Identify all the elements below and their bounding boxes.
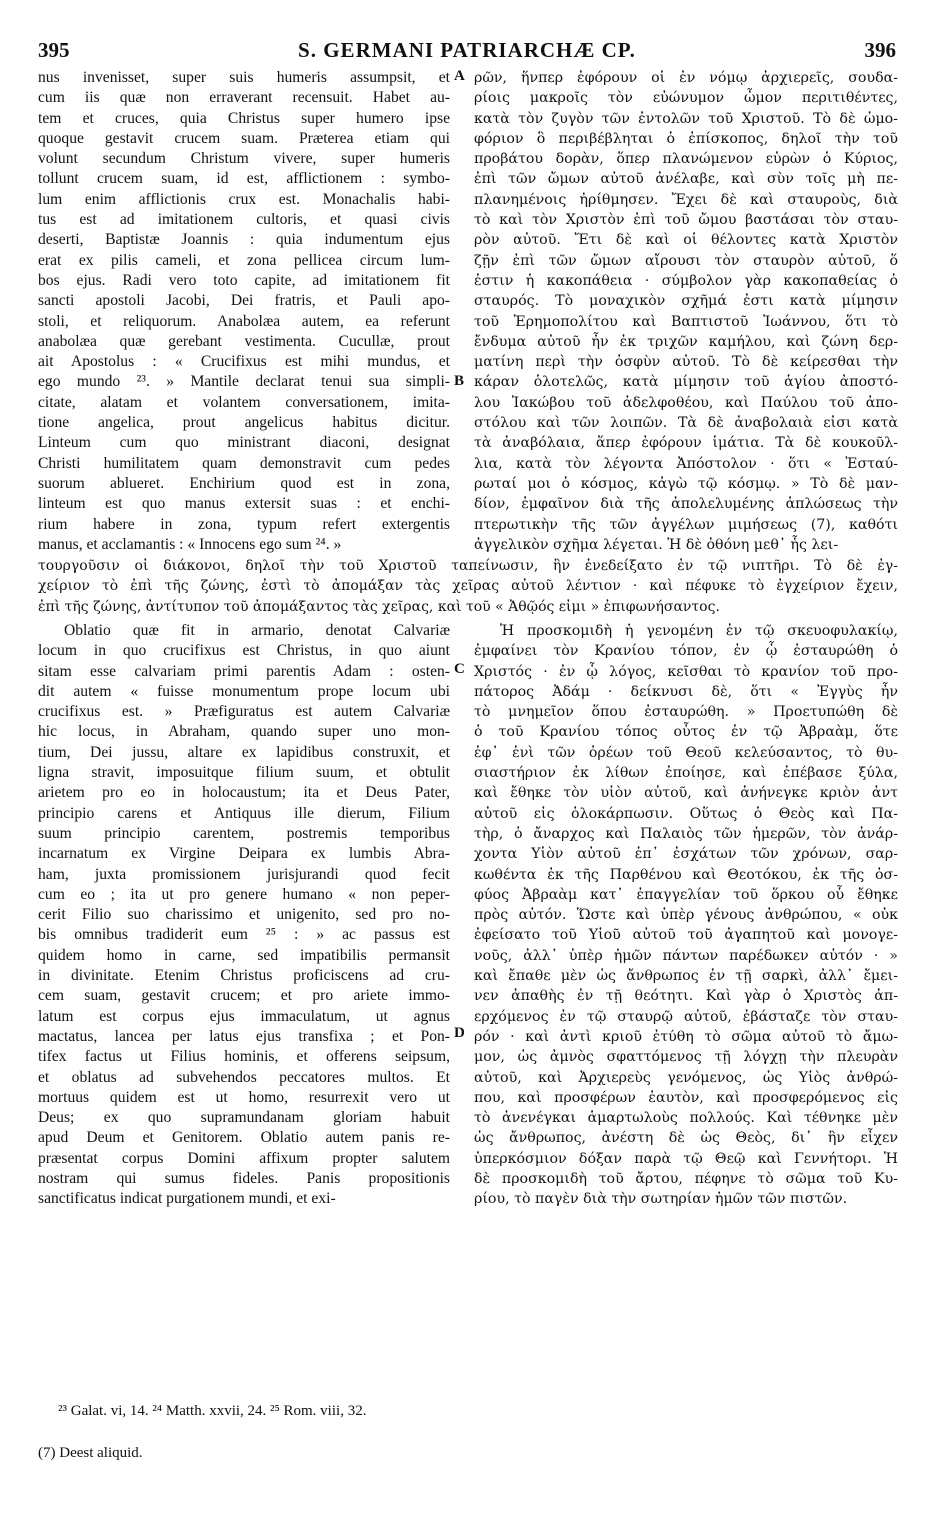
text-line: χοντα Υἱὸν αὐτοῦ ἐπ᾽ ἐσχάτων τῶν χρόνων, σαρ- [474, 846, 898, 863]
text-line: σταυρός. Τὸ μοναχικὸν σχῆμά ἐστι κατὰ μίμησιν [474, 293, 898, 310]
text-line: Χριστός · ἐν ᾧ λόγος, κεῖσθαι τὸ κρανίον τοῦ προ- [474, 663, 898, 680]
text-line: locum in quo crucifixus est Christus, in quo aiunt [38, 642, 450, 660]
text-line: πλανημένοις ἠρίθμησεν. Ἔχει δὲ καὶ σταυροὺς, διὰ [474, 191, 898, 208]
text-line: αὐτοῦ εἰς ὁλοκάρπωσιν. Οὕτως ὁ Θεὸς καὶ Πα- [474, 805, 898, 822]
text-line: ρῶν, ἥνπερ ἐφόρουν οἱ ἐν νόμῳ ἀρχιερεῖς, σουδα- [474, 70, 898, 86]
text-line: ρίου, τὸ παγὲν διὰ τὴν σωτηρίαν ἡμῶν τῶν πιστῶν. [474, 1191, 848, 1208]
text-line: στόλου καὶ τῶν λοιπῶν. Τὰ δὲ ἀναβολαιὰ εἰσι κατὰ [474, 415, 898, 432]
text-line: tollunt crucem suam, id est, afflictionem : symbo- [38, 170, 450, 188]
text-line: φύος Ἀβραὰμ κατ᾽ ἐπαγγελίαν τοῦ ὅρκου οὗ ἔθηκε [474, 886, 898, 903]
text-line: λια, κατὰ τὸν λέγοντα Ἀπόστολον · ὅτι « Ἐσταύ- [474, 455, 898, 472]
text-line: δίον, ἐμφαῖνον διὰ τῆς ἀπολελυμένης ἁπλώσεως τὴν [474, 496, 898, 513]
text-line: crucifixus est. » Præfiguratus est autem Calvariæ [38, 703, 450, 721]
text-line: ὡς ἄνθρωπος, ἀνέστη δὲ ὡς Θεὸς, δι᾽ ἣν εἶχεν [474, 1130, 898, 1147]
text-line: Deus; ex quo supramundanam gloriam habuit [38, 1109, 450, 1127]
text-line: tium, Dei jussu, altare ex lapidibus construxit, et [38, 743, 450, 761]
page-number-right: 396 [864, 38, 896, 62]
text-line: κάραν ὁλοτελῶς, κατὰ μίμησιν τοῦ ἁγίου ἀποστό- [474, 374, 898, 391]
text-line: πτερωτικὴν τῆς τῶν ἀγγέλων μιμήσεως (7), καθότι [474, 516, 898, 533]
text-line: citate, alatam et volantem conversationem, imita- [38, 393, 450, 411]
text-line: ὑπερκόσμιον δόξαν παρὰ τῷ Θεῷ καὶ Γεννήτορι. Ἡ [474, 1150, 898, 1167]
text-line: τουργοῦσιν οἱ διάκονοι, δηλοῖ τὴν τοῦ Χριστοῦ ταπείνωσιν, ἣν ἐνεδείξατο ἐν τῷ νιπτῆρι. Τὸ δὲ ἐγ- [38, 558, 898, 574]
text-line: manus, et acclamantis : « Innocens ego sum ²⁴. » [38, 535, 342, 553]
text-line: latum est corpus ejus immaculatum, ut agnus [38, 1007, 450, 1025]
text-line: καὶ ἔπαθε μὲν ὡς ἄνθρωπος ἐν τῇ σαρκὶ, ἀλλ᾽ ἔμει- [474, 968, 898, 985]
text-line: quidem homo in carne, sed impatibilis permansit [38, 946, 450, 964]
text-line: νοῦς, ἀλλ᾽ ὑπὲρ ἡμῶν πάντων παρέδωκεν αὐτόν · » [474, 947, 898, 964]
margin-marker-d: D [454, 1025, 465, 1041]
text-line: ham, juxta promissionem jurisjurandi quod fecit [38, 865, 450, 883]
text-line: bos ejus. Radi vero toto capite, ad imitationem fit [38, 271, 450, 289]
text-line: ἐφ᾽ ἑνὶ τῶν ὀρέων τοῦ Θεοῦ κελεύσαντος, τὸ θυ- [474, 744, 898, 761]
text-line: τὸ μνημεῖον ὅπου ἐσταυρώθη. » Προετυπώθη δὲ [474, 704, 898, 721]
text-line: τὸ καὶ τὸν Χριστὸν ἐπὶ τοῦ ὤμου βαστάσαι τὸν σταυ- [474, 212, 898, 229]
text-line: τὰ ἀναβόλαια, ἅπερ ἐφόρουν ἱμάτια. Τὰ δὲ κουκοῦλ- [474, 435, 898, 452]
text-line: προβάτου δορὰν, ὅπερ πλανώμενον εὑρὼν ὁ Κύριος, [474, 151, 898, 168]
latin-column-top [38, 68, 450, 555]
text-line: σιαστήριον ἐκ λίθων ἐποίησε, καὶ ἐπέβασε ξύλα, [474, 765, 898, 782]
text-line: sanctificatus indicat purgationem mundi, et exi- [38, 1190, 336, 1208]
margin-marker-c: C [454, 661, 465, 677]
margin-marker-b: B [454, 373, 465, 389]
text-line: Christi humilitatem quam demonstravit cum pedes [38, 454, 450, 472]
text-line: incarnatum ex Virgine Deipara ex lumbis Abra- [38, 845, 450, 863]
greek-column-bottom [474, 621, 898, 1210]
text-line: τοῦ Ἐρημοπολίτου καὶ Βαπτιστοῦ Ἰωάννου, ὅτι τὸ [474, 313, 898, 330]
text-line: hic locus, in Abraham, quando super uno mon- [38, 723, 450, 741]
margin-marker-a: A [454, 68, 465, 84]
text-line: cum iis quæ non erraverant recensuit. Habet au- [38, 89, 450, 107]
text-line: ὁ τοῦ Κρανίου τόπος οὗτος ἐν τῷ Ἀβραὰμ, ὅτε [474, 724, 898, 741]
text-line: ἀγγελικὸν σχῆμα λέγεται. Ἡ δὲ ὀθόνη μεθ᾽ ἧς λει- [474, 536, 839, 553]
text-line: tifex factus ut Filius hominis, et offerens seipsum, [38, 1048, 450, 1066]
text-line: που, καὶ προσφέρων ἑαυτὸν, καὶ προσφερόμενος εἰς [474, 1089, 898, 1106]
text-line: in divinitate. Etenim Christus proficiscens ad cru- [38, 967, 450, 985]
text-line: sancti apostoli Jacobi, Dei fratris, et Pauli apo- [38, 292, 450, 310]
text-line: tus est ad imitationem cultoris, et quasi civis [38, 211, 450, 229]
text-line: ρὸν αὐτοῦ. Ἔτι δὲ καὶ οἱ θέλοντες κατὰ Χριστὸν [474, 232, 898, 249]
text-line: χείριον τὸ ἐπὶ τῆς ζώνης, ἐστὶ τὸ ἀπομάξαν τὰς χεῖρας αὐτοῦ λέντιον · καὶ πέφυκε τὸ ἐγχείριον ἔχειν, [38, 578, 898, 595]
text-line: sitam esse calvariam primi parentis Adam : osten- [38, 662, 450, 680]
text-line: αὐτοῦ, καὶ Ἀρχιερεὺς γενόμενος, ὡς Υἱὸς ἀνθρώ- [474, 1069, 898, 1086]
text-line: apud Deum et Genitorem. Oblatio autem panis re- [38, 1129, 450, 1147]
text-line: lum enim afflictionis crux est. Monachalis habi- [38, 190, 450, 208]
text-line: πρὸς αὐτόν. Ὥστε καὶ ὑπὲρ γένους ἀνθρώπου, « οὐκ [474, 907, 898, 924]
text-line: ἔνδυμα αὐτοῦ ἦν ἐκ τριχῶν καμήλου, καὶ ζώνη δερ- [474, 333, 898, 350]
footnote-references: ²³ Galat. vi, 14. ²⁴ Matth. xxvii, 24. ²⁵ Rom. viii, 32. [58, 1403, 367, 1419]
text-line: et oblatus ad subvehendos peccatores multos. Et [38, 1068, 450, 1086]
running-title: S. GERMANI PATRIARCHÆ CP. [298, 38, 636, 62]
text-line: nus invenisset, super suis humeris assumpsit, et [38, 69, 450, 86]
text-line: tione angelica, prout angelicus habitus dicitur. [38, 414, 450, 432]
text-line: stoli, et reliquorum. Anabolæa autem, ea referunt [38, 312, 450, 330]
latin-column-bottom [38, 621, 450, 1210]
text-line: δὲ προσκομιδὴ τοῦ ἄρτου, πέφηνε τὸ σῶμα τοῦ Κυ- [474, 1171, 898, 1188]
text-line: ἐμφαίνει τὸν Κρανίου τόπον, ἐν ᾧ ἐσταυρώθη ὁ [474, 643, 898, 660]
text-line: ligna stravit, imposuitque filium suum, et obtulit [38, 764, 450, 782]
text-line: ζῇν ἐπὶ τῶν ὤμων αἴρουσι τὸν σταυρὸν αὐτοῦ, ὅ [474, 252, 898, 269]
text-line: arietem pro eo in holocaustum; ita et Deus Pater, [38, 784, 450, 802]
text-line: quoque gestavit crucem suam. Præterea etiam qui [38, 129, 450, 147]
text-line: principio carens et Antiquus ille dierum, Filium [38, 804, 450, 822]
text-line: volunt secundum Christum vivere, super humeris [38, 150, 450, 168]
text-line: cem suam, gestavit crucem; et pro ariete immo- [38, 987, 450, 1005]
text-line: πάτορος Ἀδάμ · δείκνυσι δὲ, ὅτι « Ἐγγὺς ἦν [474, 683, 898, 700]
text-line: erat ex pilis cameli, et zona pellicea circum lum- [38, 251, 450, 269]
text-line: νεν ἀπαθὴς ἐν τῇ θεότητι. Καὶ γὰρ ὁ Χριστὸς ἀπ- [474, 988, 898, 1005]
page-number-left: 395 [38, 38, 70, 62]
greek-full-width-passage [38, 556, 898, 617]
text-line: ἐπὶ τῆς ζώνης, ἀντίτυπον τοῦ ἀπομάξαντος τὰς χεῖρας, καὶ τοῦ « Ἀθῷός εἰμι » ἐπιφωνήσαντος. [38, 598, 720, 615]
text-line: φόριον ὃ περιβέβληται ὁ ἐπίσκοπος, δηλοῖ τὴν τοῦ [474, 130, 898, 147]
text-line: ego mundo ²³. » Mantile declarat tenui sua simpli- [38, 373, 450, 391]
text-line: deserti, Baptistæ Joannis : quia indumentum ejus [38, 231, 450, 249]
text-line: nostram qui sumus fideles. Panis propositionis [38, 1170, 450, 1188]
page-header [38, 38, 896, 68]
text-line: ματίνη περὶ τὴν ὀσφὺν αὐτοῦ. Τὸ δὲ κείρεσθαι τὴν [474, 354, 898, 371]
text-line: ρόν · καὶ ἀντὶ κριοῦ ἐτύθη τὸ σῶμα αὐτοῦ τὸ ἄμω- [474, 1028, 898, 1045]
text-line: ρίοις μακροῖς τὸν εὐώνυμον ὦμον περιτιθέντες, [474, 90, 898, 107]
text-line: dit autem « fuisse monumentum prope locum ubi [38, 682, 450, 700]
text-line: κατὰ τὸν ζυγὸν τῶν ἐντολῶν τοῦ Χριστοῦ. Τὸ δὲ ὠμο- [474, 110, 898, 127]
text-line: præsentat corpus Domini affixum propter salutem [38, 1149, 450, 1167]
text-line: anabolæa quæ gerebant vestimenta. Cucullæ, prout [38, 332, 450, 350]
text-line: Ἡ προσκομιδὴ ἡ γενομένη ἐν τῷ σκευοφυλακίῳ, [500, 623, 898, 639]
text-line: τὸ ἀνενέγκαι ἁμαρτωλοὺς πολλούς. Καὶ τέθνηκε μὲν [474, 1110, 898, 1127]
text-line: cum eo ; ita ut pro genere humano « non peper- [38, 885, 450, 903]
text-line: καὶ ἔθηκε τὸν υἱὸν αὐτοῦ, καὶ ἀνήνεγκε κριὸν ἀντ [474, 785, 898, 802]
text-line: suum principio carentem, postremis temporibus [38, 824, 450, 842]
text-line: cerit Filio suo charissimo et unigenito, sed pro no- [38, 906, 450, 924]
greek-column-top [474, 68, 898, 555]
text-line: κωθέντα ἐκ τῆς Παρθένου καὶ Θεοτόκου, ἐκ τῆς ὀσ- [474, 866, 898, 883]
text-line: ἐστιν ἡ κακοπάθεια · σύμβολον γὰρ κακοπαθείας ὁ [474, 272, 898, 289]
text-line: ait Apostolus : « Crucifixus est mihi mundus, et [38, 353, 450, 371]
editorial-note: (7) Deest aliquid. [38, 1445, 143, 1461]
text-line: Oblatio quæ fit in armario, denotat Calvariæ [64, 622, 450, 639]
text-line: ἐφείσατο τοῦ Υἱοῦ αὐτοῦ τοῦ ἀγαπητοῦ καὶ μονογε- [474, 927, 898, 944]
text-line: μον, ὡς ἀμνὸς σφαττόμενος τῇ λόγχῃ τὴν πλευρὰν [474, 1049, 898, 1066]
text-line: mactatus, lancea per latus ejus transfixa ; et Pon- [38, 1027, 450, 1045]
text-line: rium habere in zona, typum refert extergentis [38, 515, 450, 533]
text-line: mortuus quidem est ut homo, resurrexit vero ut [38, 1088, 450, 1106]
text-line: linteum est quo manus extersit suas : et enchi- [38, 495, 450, 513]
text-line: bis omnibus tradiderit eum ²⁵ : » ac passus est [38, 926, 450, 944]
text-line: ἐπὶ τῶν ὤμων αὐτοῦ ἀνέλαβε, καὶ σὺν τοῖς μὴ πε- [474, 171, 898, 188]
text-line: τὴρ, ὁ ἄναρχος καὶ Παλαιὸς τῶν ἡμερῶν, τὸν ἀνάρ- [474, 825, 898, 842]
text-line: suorum ablueret. Enchirium quod est in zona, [38, 474, 450, 492]
text-line: tem et cruces, quia Christus super humero ipse [38, 109, 450, 127]
text-line: ερχόμενος ἐν τῷ σταυρῷ αὐτοῦ, ἐβάσταζε τὸν σταυ- [474, 1008, 898, 1025]
text-line: λου Ἰακώβου τοῦ ἀδελφοθέου, καὶ Παύλου τοῦ ἀπο- [474, 394, 898, 411]
text-line: ρωταί μοι ὁ κόσμος, κἀγὼ τῷ κόσμῳ. » Τὸ δὲ μαν- [474, 475, 898, 492]
text-line: Linteum cum quo ministrant diaconi, designat [38, 434, 450, 452]
